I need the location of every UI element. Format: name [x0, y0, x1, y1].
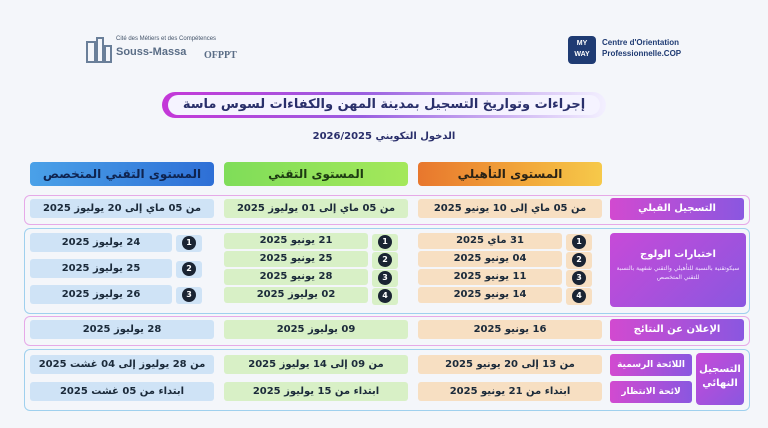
- cmc-building-icon: [86, 36, 112, 64]
- exam-qualifying-3: 11 يونيو 2025: [418, 269, 562, 285]
- page-title-banner: [162, 92, 606, 118]
- page-subtitle: الدخول التكويني 2026/2025: [312, 131, 456, 142]
- results-qualifying: 16 يونيو 2025: [418, 320, 602, 339]
- exam-technician-4: 02 يوليوز 2025: [224, 287, 368, 303]
- myway-badge: MY WAY: [568, 36, 596, 64]
- pre-registration-technician: من 05 ماي إلى 01 يوليوز 2025: [224, 199, 408, 218]
- page-title: إجراءات وتواريخ التسجيل بمدينة المهن والكفاءات لسوس ماسة: [168, 95, 600, 115]
- cop-logo: [568, 34, 708, 68]
- exam-number-2: 2: [572, 253, 586, 267]
- exam-technician-2: 25 يونيو 2025: [224, 251, 368, 267]
- exam-spec-number-3: 3: [182, 288, 196, 302]
- cmc-logo-line2: Souss-Massa: [116, 46, 187, 58]
- exam-tech-number-3: 3: [378, 271, 392, 285]
- exam-qualifying-2: 04 يونيو 2025: [418, 251, 562, 267]
- label-waiting-list: لائحة الانتظار: [610, 381, 692, 403]
- exam-number-4: 4: [572, 289, 586, 303]
- exam-spec-number-1: 1: [182, 236, 196, 250]
- exam-tech-number-4: 4: [378, 289, 392, 303]
- exam-tech-number-2: 2: [378, 253, 392, 267]
- final-official-technician: من 09 إلى 14 يوليوز 2025: [224, 355, 408, 374]
- level-header-specialized: المستوى التقني المتخصص: [30, 162, 214, 186]
- cmc-logo-line1: Cité des Métiers et des Compétences: [116, 36, 217, 42]
- results-specialized: 28 يوليوز 2025: [30, 320, 214, 339]
- exam-tech-number-1: 1: [378, 235, 392, 249]
- final-waiting-specialized: ابتداء من 05 غشت 2025: [30, 382, 214, 401]
- cop-logo-line2: Professionnelle.COP: [602, 49, 682, 58]
- label-exams: اختبارات الولوج: [640, 249, 716, 260]
- final-official-qualifying: من 13 إلى 20 يونيو 2025: [418, 355, 602, 374]
- exam-technician-1: 21 يونيو 2025: [224, 233, 368, 249]
- exam-qualifying-4: 14 يونيو 2025: [418, 287, 562, 303]
- exam-number-1: 1: [572, 235, 586, 249]
- final-waiting-technician: ابتداء من 15 يوليوز 2025: [224, 382, 408, 401]
- final-waiting-qualifying: ابتداء من 21 يونيو 2025: [418, 382, 602, 401]
- ofppt-logo-text: OFPPT: [204, 50, 237, 61]
- cmc-logo: [86, 34, 246, 70]
- exam-technician-3: 28 يونيو 2025: [224, 269, 368, 285]
- final-official-specialized: من 28 يوليوز إلى 04 غشت 2025: [30, 355, 214, 374]
- exam-spec-number-2: 2: [182, 262, 196, 276]
- label-official-list: اللائحة الرسمية: [610, 354, 692, 376]
- label-results: الإعلان عن النتائج: [610, 319, 744, 341]
- level-header-qualifying: المستوى التأهيلي: [418, 162, 602, 186]
- exam-qualifying-1: 31 ماي 2025: [418, 233, 562, 249]
- pre-registration-qualifying: من 05 ماي إلى 10 يونيو 2025: [418, 199, 602, 218]
- cop-logo-line1: Centre d'Orientation: [602, 38, 680, 47]
- exam-specialized-1: 24 يوليوز 2025: [30, 233, 172, 252]
- level-header-technician: المستوى التقني: [224, 162, 408, 186]
- exam-number-3: 3: [572, 271, 586, 285]
- pre-registration-specialized: من 05 ماي إلى 20 يوليوز 2025: [30, 199, 214, 218]
- label-pre-registration: التسجيل القبلي: [610, 198, 744, 220]
- results-technician: 09 يوليوز 2025: [224, 320, 408, 339]
- exam-specialized-3: 26 يوليوز 2025: [30, 285, 172, 304]
- label-final: التسجيل النهائي: [696, 353, 744, 405]
- label-exams-note: سيكوتقنية بالنسبة للتأهيلي والتقني شفهية بالنسبة للتقني المتخصص: [616, 265, 740, 281]
- label-exams-box: [610, 233, 746, 307]
- exam-specialized-2: 25 يوليوز 2025: [30, 259, 172, 278]
